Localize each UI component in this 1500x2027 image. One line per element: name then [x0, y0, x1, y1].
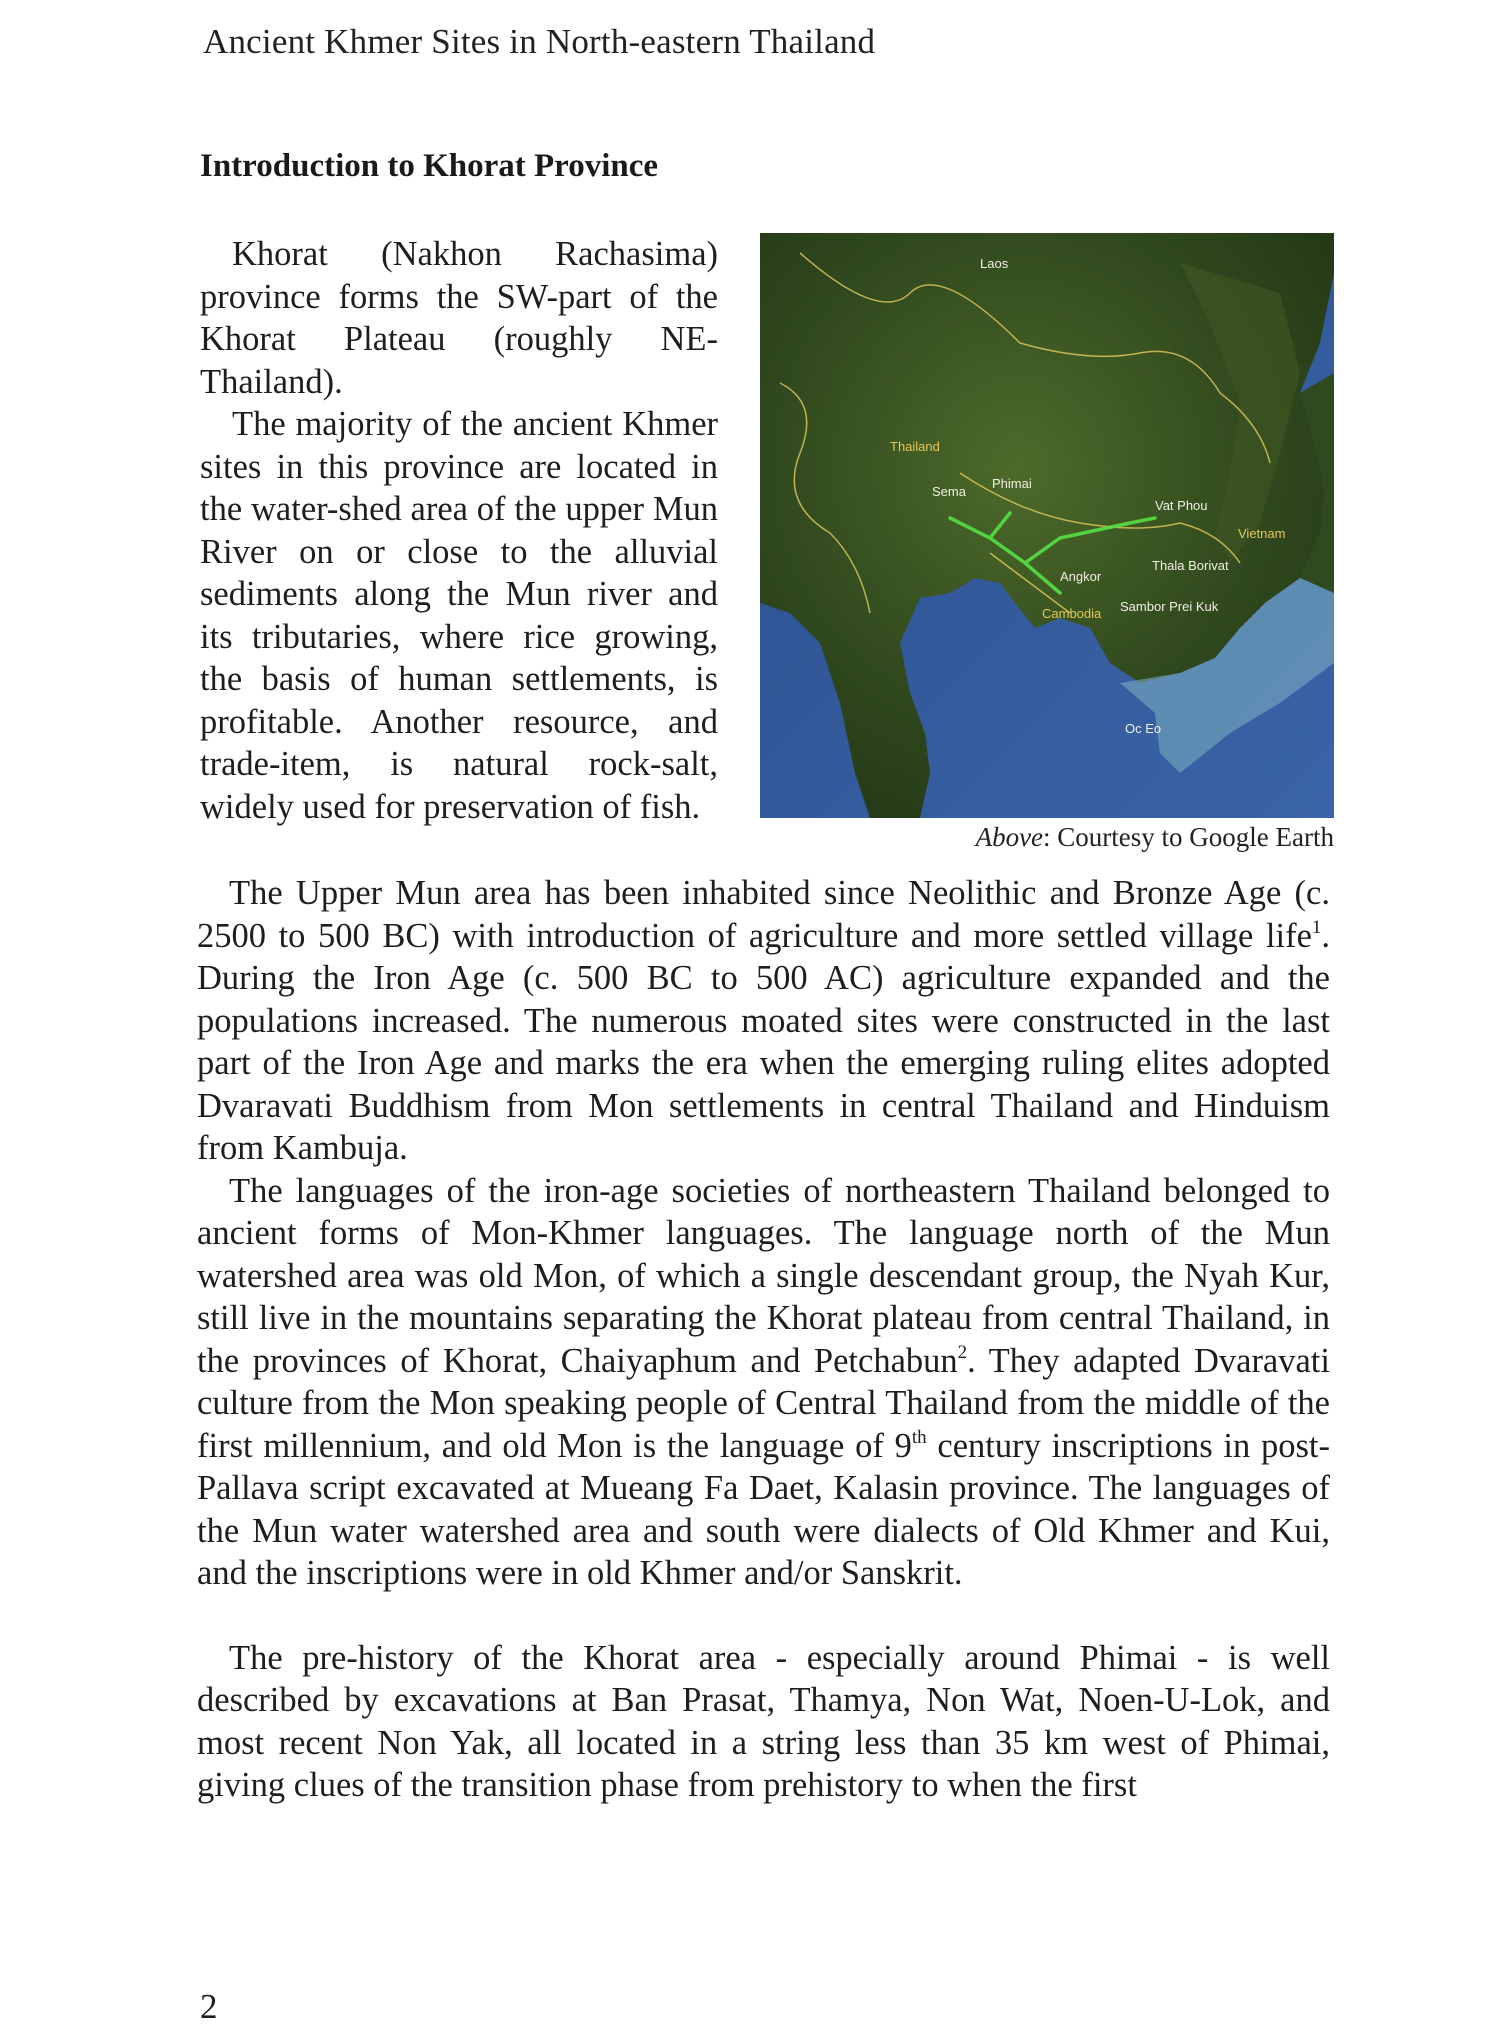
footnote-ref-2[interactable]: 2 [957, 1341, 968, 1363]
sites-paragraph: The majority of the ancient Khmer sites in this province are located in the water-shed area of the upper Mun River on or close to the alluvial sediments along the Mun river and its tributaries, where rice growing, the basis of human settlements, is profitable. Another resource, and trade-item, is natural rock-salt, widely used for preservation of fish. [200, 405, 718, 826]
map-label-angkor: Angkor [1060, 569, 1102, 584]
map-label-phimai: Phimai [992, 476, 1032, 491]
map-label-thailand: Thailand [890, 439, 940, 454]
languages-text-c: century inscriptions in post-Pallava script excavated at Mueang Fa Daet, Kalasin province. The languages of the Mun water watershed area and south were dialects of Old Khmer and Kui, and the inscriptions were in old Khmer and/or Sanskrit. [197, 1426, 1330, 1592]
figure-caption [760, 822, 1334, 853]
map-label-vat-phou: Vat Phou [1155, 498, 1208, 513]
languages-text-b: . They adapted Dvaravati culture from the Mon speaking people of Central Thailand from the middle of the first millennium, and old Mon is the language of 9 [197, 1341, 1330, 1465]
page-number: 2 [200, 1987, 218, 2026]
ordinal-suffix: th [911, 1426, 927, 1448]
languages-paragraph [197, 1170, 1330, 1595]
caption-label: Above [975, 822, 1044, 852]
map-label-sema: Sema [932, 484, 966, 499]
map-label-oc-eo: Oc Eo [1125, 721, 1162, 736]
running-header: Ancient Khmer Sites in North-eastern Thailand [203, 22, 876, 61]
intro-paragraph: Khorat (Nakhon Rachasima) province forms the SW-part of the Khorat Plateau (roughly NE-Thailand). [200, 235, 718, 401]
map-label-sambor-prei-kuk: Sambor Prei Kuk [1120, 599, 1219, 614]
languages-text-a: The languages of the iron-age societies of northeastern Thailand belonged to ancient forms of Mon-Khmer languages. The language north of the Mun watershed area was old Mon, of which a single descendant group, the Nyah Kur, still live in the mountains separating the Khorat plateau from central Thailand, in the provinces of Khorat, Chaiyaphum and Petchabun [197, 1171, 1330, 1380]
prehistory-paragraph: The pre-history of the Khorat area - especially around Phimai - is well described by excavations at Ban Prasat, Thamya, Non Wat, Noen-U-Lok, and most recent Non Yak, all located in a string less than 35 km west of Phimai, giving clues of the transition phase from prehistory to when the first [197, 1638, 1330, 1804]
main-text-column [197, 872, 1330, 1807]
upper-mun-text-b: . During the Iron Age (c. 500 BC to 500 AC) agriculture expanded and the populations increased. The numerous moated sites were constructed in the last part of the Iron Age and marks the era when the emerging ruling elites adopted Dvaravati Buddhism from Mon settlements in central Thailand and Hinduism from Kambuja. [197, 916, 1330, 1167]
footnote-ref-1[interactable]: 1 [1311, 916, 1322, 938]
satellite-map-figure [760, 233, 1334, 818]
map-label-cambodia: Cambodia [1042, 606, 1102, 621]
caption-text: : Courtesy to Google Earth [1043, 822, 1334, 852]
upper-mun-text-a: The Upper Mun area has been inhabited since Neolithic and Bronze Age (c. 2500 to 500 BC) with introduction of agriculture and more settled village life [197, 874, 1330, 955]
map-label-vietnam: Vietnam [1238, 526, 1286, 541]
map-label-thala-borivat: Thala Borivat [1152, 558, 1229, 573]
map-label-laos: Laos [980, 256, 1009, 271]
section-title: Introduction to Khorat Province [200, 148, 659, 184]
satellite-map [760, 233, 1334, 818]
intro-float-column [200, 233, 718, 828]
upper-mun-paragraph [197, 872, 1330, 1170]
